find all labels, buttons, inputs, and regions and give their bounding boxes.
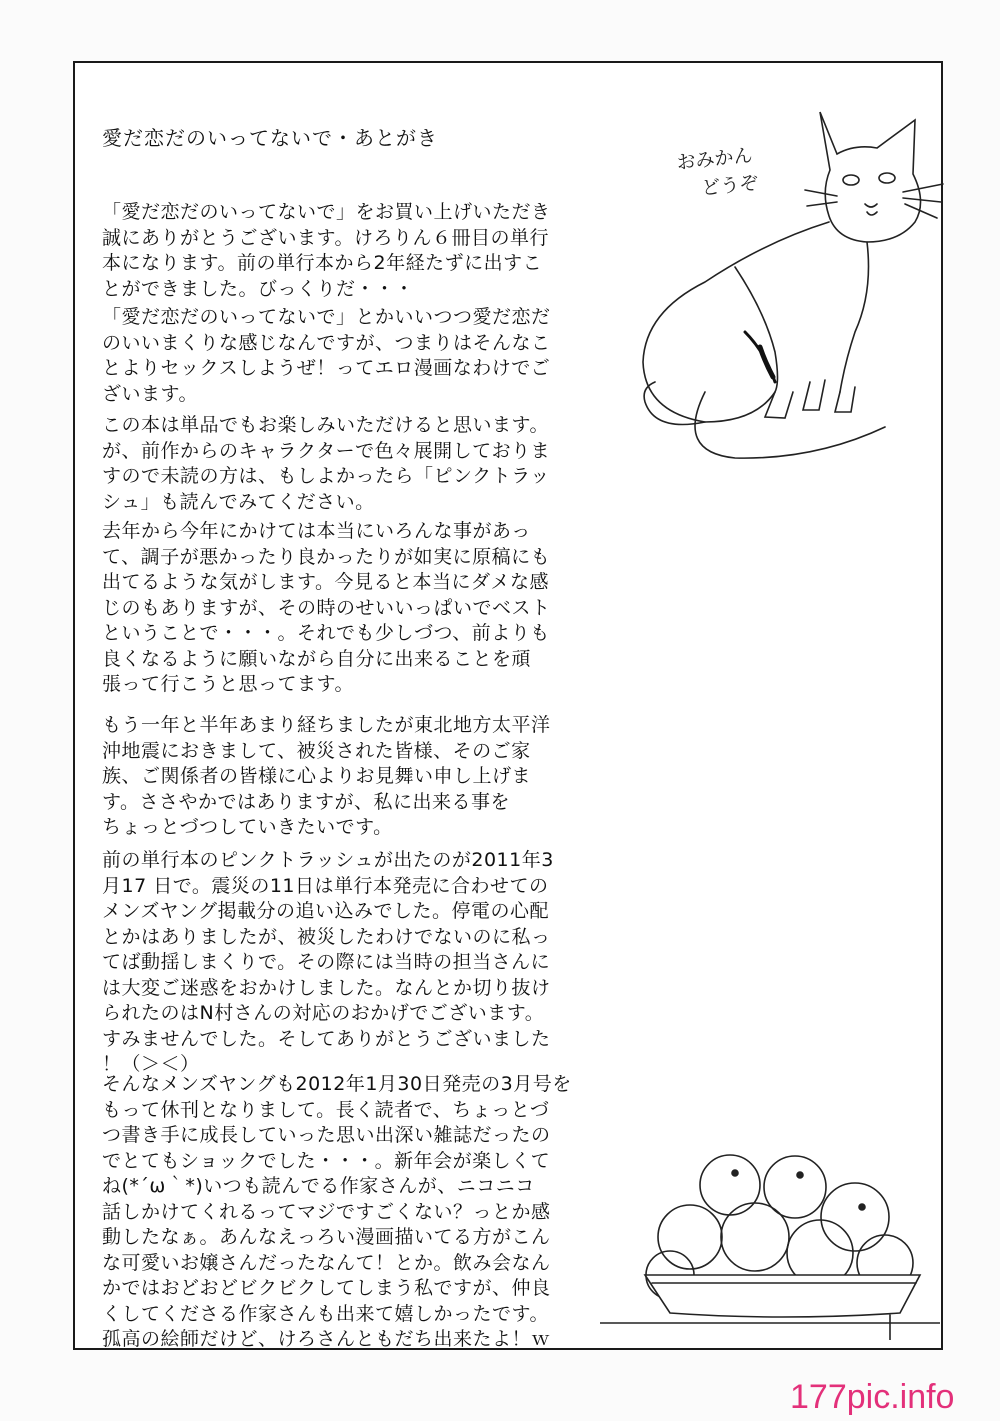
cat-note-line: どうぞ: [700, 171, 760, 200]
site-watermark: 177pic.info: [790, 1378, 955, 1416]
paragraph-magazine: そんなメンズヤングも2012年1月30日発売の3月号を もって休刊となりまして。長く読者で、ちょっとづ つ書き手に成長していった思い出深い雑誌だったの でとてもショックでした・・・。新年会が楽しくて ね(*´ω｀*)いつも読んでる作家さんが、ニコニコ 話しかけてくれるってマジですごくない？っとか感 動したなぁ。あんなえっろい漫画描いてる方がこん な可愛いお嬢さんだったなんて！とか。飲み会なん かではおどおどビクビクしてしまう私ですが、仲良 くしてくださる作家さんも出来て嬉しかったです。 孤高の絵師だけど、けろさんともだち出来たよ！ｗ: [102, 1073, 572, 1350]
paragraph-this-year: 去年から今年にかけては本当にいろんな事があっ て、調子が悪かったり良かったりが如実に原稿にも 出てるような気がします。今見ると本当にダメな感 じのもありますが、その時のせいいっぱいでベスト ということで・・・。それでも少しづつ、前よりも 良くなるように願いながら自分に出来ることを頑 張って行こうと思ってます。: [102, 520, 551, 695]
paragraph-concept: 「愛だ恋だのいってないで」とかいいつつ愛だ恋だ のいいまくりな感じなんですが、つまりはそんなこ とよりセックスしようぜ！ってエロ漫画なわけでご ざいます。: [102, 306, 551, 405]
afterword-title: 愛だ恋だのいってないで・あとがき: [102, 126, 438, 150]
cat-illustration: [615, 92, 945, 462]
paragraph-standalone: この本は単品でもお楽しみいただけると思います。 が、前作からのキャラクターで色々展開しておりま すので未読の方は、もしよかったら「ピンクトラッ シュ」も読んでみてください。: [102, 414, 551, 513]
orange-bowl-illustration: [600, 1145, 940, 1340]
paragraph-earthquake: もう一年と半年あまり経ちましたが東北地方太平洋 沖地震におきまして、被災された皆様、そのご家 族、ご関係者の皆様に心よりお見舞い申し上げま す。ささやかではありますが、私に出来る事を ちょっとづつしていきたいです。: [102, 714, 551, 838]
paragraph-previous-book: 前の単行本のピンクトラッシュが出たのが2011年3 月17 日で。震災の11日は単行本発売に合わせての メンズヤング掲載分の追い込みでした。停電の心配 とかはありましたが、被災したわけでないのに私っ てば動揺しまくりで。その際には当時の担当さんに は大変ご迷惑をおかけしました。なんとか切り抜け られたのはN村さんの対応のおかげでございます。 すみませんでした。そしてありがとうございました ！（＞＜）: [102, 849, 554, 1075]
paragraph-thanks: 「愛だ恋だのいってないで」をお買い上げいただき 誠にありがとうございます。けろりん６冊目の単行 本になります。前の単行本から2年経たずに出すこ とができました。びっくりだ・・・: [102, 201, 551, 300]
cat-note-line: おみかん: [675, 144, 754, 175]
